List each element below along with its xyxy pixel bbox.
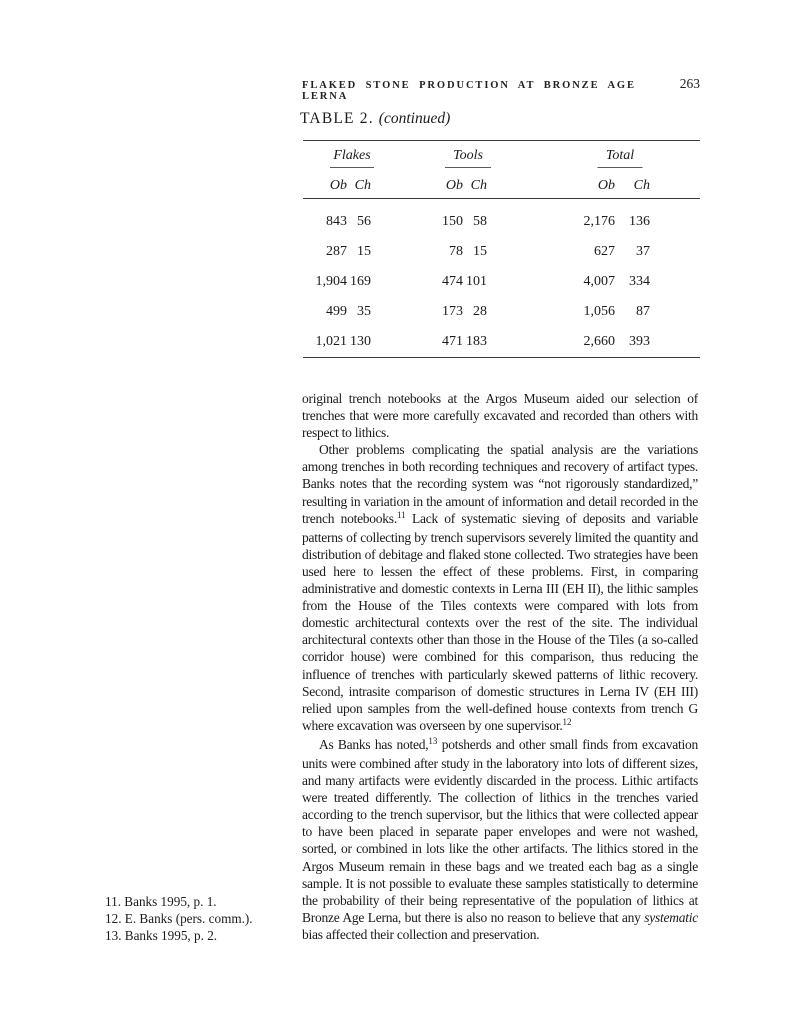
table-rule-bottom xyxy=(303,357,700,358)
cell: 474 xyxy=(442,274,463,289)
cell: 4,007 xyxy=(583,274,615,289)
cell: 78 xyxy=(449,244,463,259)
footnote-line: 12. E. Banks (pers. comm.). xyxy=(105,911,253,927)
table-row xyxy=(303,327,650,357)
body-text xyxy=(302,390,698,943)
column-group-flakes xyxy=(330,148,374,168)
running-title: FLAKED STONE PRODUCTION AT BRONZE AGE LERNA xyxy=(302,80,636,102)
group-underline xyxy=(445,167,491,168)
footnote-superscript-11: 11 xyxy=(396,510,406,521)
paragraph-1 xyxy=(302,390,698,441)
cell: 15 xyxy=(357,244,371,259)
footnote-superscript-13: 13 xyxy=(428,736,438,747)
table-row xyxy=(303,267,650,297)
footnote-line: 11. Banks 1995, p. 1. xyxy=(105,894,217,909)
cell: 471 xyxy=(442,334,463,349)
cell: 173 xyxy=(442,304,463,319)
footnote-superscript-12: 12 xyxy=(562,717,572,728)
cell: 1,904 xyxy=(315,274,347,289)
cell: 136 xyxy=(629,214,650,229)
group-underline xyxy=(330,167,374,168)
cell: 183 xyxy=(466,334,487,349)
cell: 287 xyxy=(326,244,347,259)
column-group-total xyxy=(598,148,643,168)
emphasis-systematic: systematic xyxy=(644,909,698,925)
paragraph-3 xyxy=(302,736,698,943)
cell: 101 xyxy=(466,274,487,289)
page-number: 263 xyxy=(679,76,700,91)
column-group-tools xyxy=(445,148,491,168)
table-row xyxy=(303,297,650,327)
data-table xyxy=(303,140,700,358)
cell: 87 xyxy=(636,304,650,319)
cell: 393 xyxy=(629,334,650,349)
cell: 499 xyxy=(326,304,347,319)
paragraph-2-text: Other problems complicating the spatial analysis are the variations among trenches in both recording techniques and recovery of artifact types. Banks notes that the recording system was “not rigorously standardized,” resulting in variation in the amount of information and detail recorded in the trench notebooks. xyxy=(302,442,698,526)
col-subheader: Ch xyxy=(470,178,487,193)
cell: 169 xyxy=(350,274,371,289)
table-caption xyxy=(300,110,450,128)
cell: 2,660 xyxy=(583,334,615,349)
cell: 58 xyxy=(473,214,487,229)
paragraph-1-text: original trench notebooks at the Argos Museum aided our selection of trenches that were more carefully excavated and recorded than others with respect to lithics. xyxy=(302,391,698,441)
cell: 627 xyxy=(594,244,615,259)
group-label-total: Total xyxy=(605,148,635,163)
cell: 843 xyxy=(326,214,347,229)
table-header xyxy=(303,141,700,198)
paragraph-2-text: Lack of systematic sieving of deposits and variable patterns of collecting by trench supervisors severely limited the quantity and distribution of debitage and flaked stone collected. Two strategies have been used here to lessen the effect of these problems. First, in comparing administrative and domestic contexts in Lerna III (EH II), the lithic samples from the House of the Tiles contexts were compared with lots from domestic architectural contexts over the rest of the site. The individual architectural contexts other than those in the House of the Tiles (a so-called corridor house) were combined for this comparison, thus reducing the influence of trenches with particularly skewed patterns of lithic recovery. Second, intrasite comparison of domestic structures in Lerna IV (EH III) relied upon samples from the well-defined house contexts from trench G where excavation was overseen by one supervisor. xyxy=(302,510,699,733)
cell: 150 xyxy=(442,214,463,229)
cell: 2,176 xyxy=(583,214,615,229)
caption-label: TABLE 2. xyxy=(300,110,374,127)
caption-continued: (continued) xyxy=(378,110,451,127)
cell: 1,021 xyxy=(315,334,347,349)
col-subheader: Ch xyxy=(633,178,650,193)
group-label-tools: Tools xyxy=(453,148,483,163)
paragraph-3-text: potsherds and other small finds from excavation units were combined after study in the laboratory into lots of different sizes, and many artifacts were evidently discarded in the process. Lithic artifacts were treated differently. The collection of lithics in the trenches varied according to the trench supervisor, but the lithics that were collected appear to have been placed in separate paper envelopes and were not washed, sorted, or combined in lots like the other artifacts. The lithics stored in the Argos Museum remain in these bags and we treated each bag as a single sample. It is not possible to evaluate these samples statistically to determine the probability of their being representative of the population of lithics at Bronze Age Lerna, but there is also no reason to believe that any xyxy=(302,736,698,925)
cell: 37 xyxy=(636,244,650,259)
cell: 130 xyxy=(350,334,371,349)
col-subheader: Ob xyxy=(329,178,347,193)
group-underline xyxy=(598,167,643,168)
footnotes xyxy=(105,893,253,945)
col-subheader: Ob xyxy=(445,178,463,193)
col-subheader: Ch xyxy=(354,178,371,193)
footnote-line: 13. Banks 1995, p. 2. xyxy=(105,928,218,944)
paragraph-3-text: bias affected their collection and preservation. xyxy=(302,926,540,942)
group-label-flakes: Flakes xyxy=(333,148,371,163)
table-row xyxy=(303,207,650,237)
cell: 35 xyxy=(357,304,371,319)
cell: 28 xyxy=(473,304,487,319)
cell: 1,056 xyxy=(583,304,615,319)
subheader-row xyxy=(303,178,650,194)
table-row xyxy=(303,237,650,267)
cell: 334 xyxy=(629,274,650,289)
col-subheader: Ob xyxy=(597,178,615,193)
table-body xyxy=(303,199,700,357)
paragraph-2 xyxy=(302,441,698,736)
running-head xyxy=(302,76,700,102)
cell: 56 xyxy=(357,214,371,229)
cell: 15 xyxy=(473,244,487,259)
paragraph-3-text: As Banks has noted, xyxy=(319,736,429,752)
